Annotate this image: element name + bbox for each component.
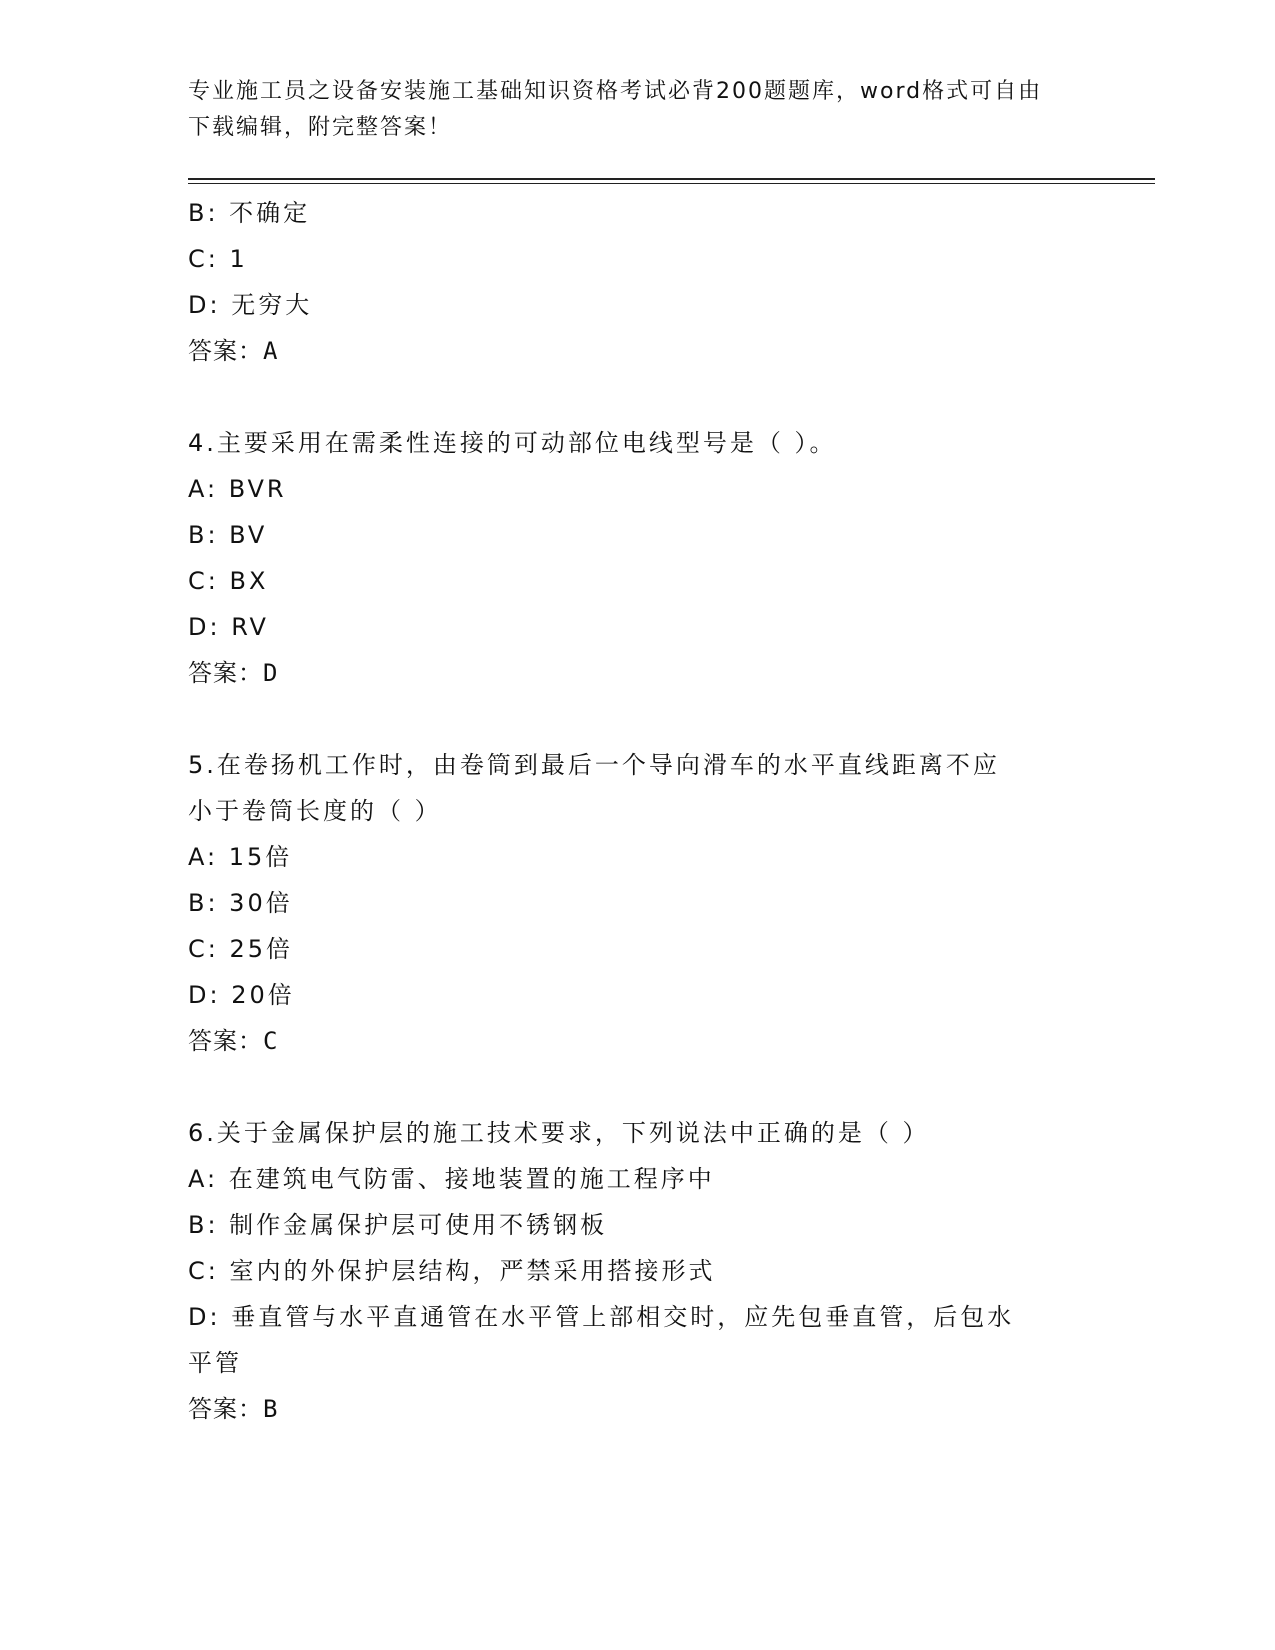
option-a: A: 15倍 <box>188 843 293 871</box>
question-6 <box>188 1110 1088 1432</box>
question-3-tail <box>188 190 1088 374</box>
question-text: 4.主要采用在需柔性连接的可动部位电线型号是（ ）。 <box>188 429 837 457</box>
option-b: B: 不确定 <box>188 199 311 227</box>
question-list <box>188 190 1088 1432</box>
question-text: 6.关于金属保护层的施工技术要求，下列说法中正确的是（ ） <box>188 1119 930 1147</box>
option-b: B: BV <box>188 521 268 549</box>
header-title-line-2: 下载编辑，附完整答案！ <box>188 115 453 140</box>
answer-line: 答案：D <box>188 659 279 687</box>
answer-line: 答案：B <box>188 1395 279 1423</box>
option-c: C: 25倍 <box>188 935 294 963</box>
question-5 <box>188 742 1088 1064</box>
option-c: C: 室内的外保护层结构，严禁采用搭接形式 <box>188 1257 716 1285</box>
option-c: C: BX <box>188 567 269 595</box>
header-divider-thick <box>188 178 1155 180</box>
spacer <box>188 374 1088 420</box>
answer-line: 答案：A <box>188 337 279 365</box>
spacer <box>188 1064 1088 1110</box>
question-text-line-1: 5.在卷扬机工作时，由卷筒到最后一个导向滑车的水平直线距离不应 <box>188 751 1000 779</box>
option-b: B: 制作金属保护层可使用不锈钢板 <box>188 1211 608 1239</box>
option-d-line-2: 平管 <box>188 1349 242 1377</box>
option-a: A: BVR <box>188 475 287 503</box>
document-header <box>188 74 1088 146</box>
header-divider-thin <box>188 183 1155 184</box>
answer-line: 答案：C <box>188 1027 279 1055</box>
option-d-line-1: D: 垂直管与水平直通管在水平管上部相交时，应先包垂直管，后包水 <box>188 1303 1015 1331</box>
option-a: A: 在建筑电气防雷、接地装置的施工程序中 <box>188 1165 715 1193</box>
option-b: B: 30倍 <box>188 889 293 917</box>
option-d: D: 无穷大 <box>188 291 313 319</box>
spacer <box>188 696 1088 742</box>
header-title-line-1: 专业施工员之设备安装施工基础知识资格考试必背200题题库，word格式可自由 <box>188 79 1043 104</box>
question-text-line-2: 小于卷筒长度的（ ） <box>188 797 442 825</box>
question-4 <box>188 420 1088 696</box>
option-d: D: 20倍 <box>188 981 295 1009</box>
option-d: D: RV <box>188 613 269 641</box>
option-c: C: 1 <box>188 245 248 273</box>
